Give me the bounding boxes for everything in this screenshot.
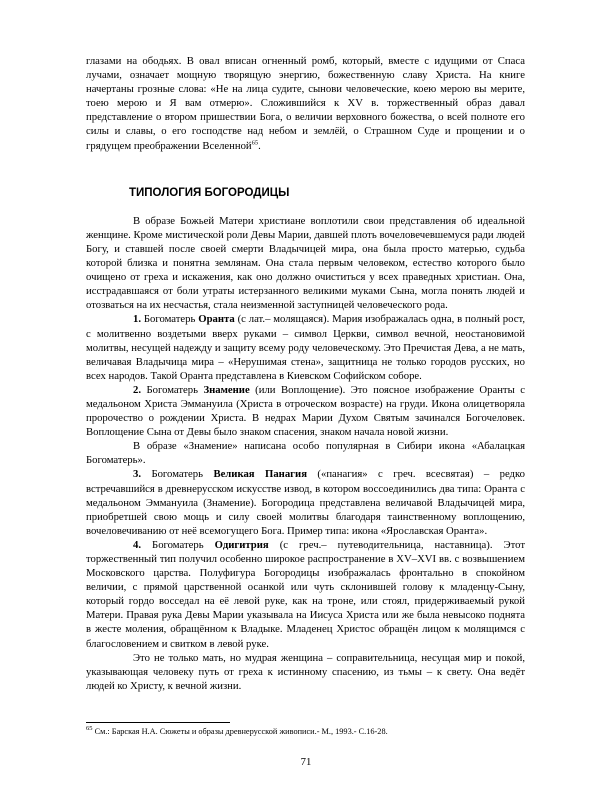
- paragraph: [86, 54, 525, 153]
- text-run: Богоматерь: [141, 383, 204, 396]
- text-run: Богоматерь: [141, 538, 215, 551]
- paragraph: [86, 214, 525, 313]
- footnote-text: См.: Барская Н.А. Сюжеты и образы древнерусской живописи.- М., 1993.- С.16-28.: [92, 727, 388, 736]
- paragraph: [86, 383, 525, 439]
- paragraph: [86, 538, 525, 651]
- bold-term: Знамение: [203, 383, 250, 396]
- paragraph: [86, 651, 525, 693]
- text-run: (с лат.– молящаяся). Мария изображалась одна, в полный рост, с молитвенно воздетыми вверх руками – символ Церкви, символ вечной, неостановимой молитвы, несущей надежду и защиту всему роду человеческому. Это Пречистая Дева, а не мать, величавая Владычица мира – «Нерушимая стена», защитница не только городов русских, но всех народов. Такой Оранта представлена в Киевском Софийском соборе.: [86, 313, 525, 382]
- bold-term: 1.: [133, 313, 142, 326]
- page-number: 71: [300, 756, 312, 768]
- bold-term: 3.: [133, 468, 142, 481]
- text-run: Это не только мать, но мудрая женщина – соправительница, несущая мир и покой, указывающая человеку путь от греха к истинному спасению, из тьмы – к свету. Она ведёт людей ко Христу, к вечной жизни.: [86, 651, 525, 692]
- paragraph: [86, 312, 525, 382]
- text-run: (или Воплощение). Это поясное изображение Оранты с медальоном Христа Эммануила (Христа в отроческом возрасте) на груди. Икона олицетворяла пророчество о рождении Христа. В недрах Марии Духом Святым зачинался Богочеловек. Воплощение Сына от Девы было знаком спасения, знаком начала новой жизни.: [86, 383, 525, 439]
- bold-term: 4.: [133, 538, 142, 551]
- text-run: (с греч.– путеводительница, наставница). Этот торжественный тип получил особенно широкое распространение в XV–XVI вв. с возвышением Московского царства. Полуфигура Богородицы изображалась фронтально в спокойном величии, с прямой царственной осанкой или чуть склонившей голову к младенцу-Сыну, который гордо восседал на её левой руке, как на троне, или стоял, придерживаемый рукой Матери. Правая рука Девы Марии указывала на Иисуса Христа или же была невысоко поднята в жесте моления, обращённом к Владыке. Младенец Христос обращён лицом к молящимся с благословением и свитком в левой руке.: [86, 538, 525, 650]
- text-run: Богоматерь: [141, 468, 214, 481]
- bold-term: Оранта: [198, 313, 235, 326]
- section-heading: ТИПОЛОГИЯ БОГОРОДИЦЫ: [129, 186, 290, 199]
- bold-term: Одигитрия: [214, 538, 269, 551]
- text-run: .: [258, 139, 261, 152]
- text-run: В образе «Знамение» написана особо популярная в Сибири икона «Абалацкая Богоматерь».: [86, 440, 525, 467]
- footnote-ref: 65: [251, 139, 259, 146]
- footnote: [86, 727, 525, 737]
- paragraph: [86, 439, 525, 467]
- paragraph: [86, 467, 525, 537]
- text-run: Богоматерь: [141, 313, 199, 326]
- bold-term: Великая Панагия: [213, 468, 307, 481]
- footnote-separator: [86, 722, 230, 723]
- text-run: («панагия» с греч. всесвятая) – редко встречавшийся в древнерусском искусстве извод, в котором воссоединились два типа: Оранта с медальоном Эммануила (Знамение). Богородица представлена величавой Владычицей мира, приобретшей свою мощь и силу своей молитвы благодаря таинственному воплощению, вочеловечиванию от неё всемогущего Бога. Пример типа: икона «Ярославская Оранта».: [86, 468, 525, 537]
- text-run: глазами на ободьях. В овал вписан огненный ромб, который, вместе с идущими от Спаса лучами, означает мощную творящую энергию, божественную славу Христа. На книге начертаны грозные слова: «Не на лица судите, сынови человеческие, коею мерою вы мерите, тоею мерою и Я вам отмерю». Сложившийся к XV в. торжественный образ давал представление о втором пришествии Бога, о величии верховного божества, о всей полноте его силы и славы, о его господстве над небом и землёй, о Страшном Суде и прощении и о грядущем преображении Вселенной: [86, 55, 525, 152]
- text-run: В образе Божьей Матери христиане воплотили свои представления об идеальной женщине. Кроме мистической роли Девы Марии, давшей плоть вочеловечевшемуся ради людей Богу, и ставшей после своей смерти Владычицей мира, она была просто матерью, судьба которой близка и понятна землянам. Она стала первым человеком, естество которого было очищено от греха и искажения, как оно должно очиститься у всех праведных христиан. Она, исстрадавшаяся от боли утраты истерзанного великими муками Сына, могла понять людей и отозваться на их несчастья, стала неизменной заступницей человеческого рода.: [86, 214, 525, 312]
- footnote-number: 65: [86, 725, 93, 733]
- bold-term: 2.: [133, 383, 142, 396]
- body-text: [86, 54, 525, 693]
